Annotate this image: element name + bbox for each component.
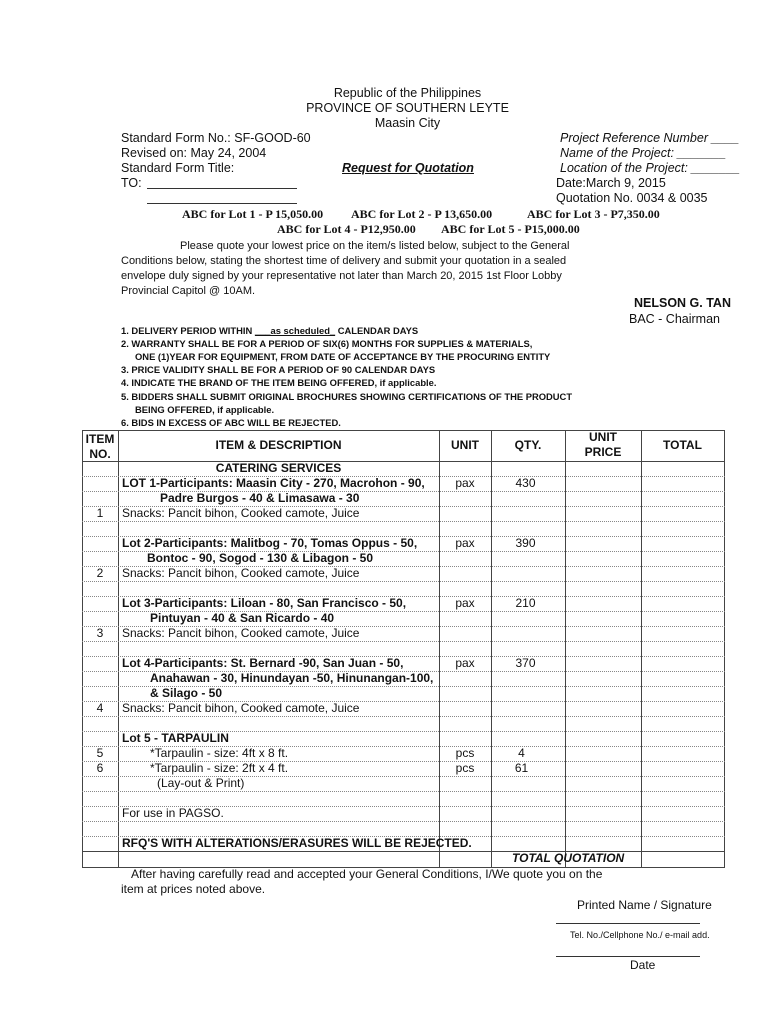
abc-lot-2: ABC for Lot 2 - P 13,650.00: [351, 207, 493, 221]
header-no-label: NO.: [89, 447, 111, 461]
lot1-unit: pax: [455, 476, 475, 490]
lot1-qty: 430: [515, 476, 536, 490]
quotation-table: [82, 430, 725, 868]
form-number: Standard Form No.: SF-GOOD-60: [121, 131, 311, 145]
to-label: TO:: [121, 176, 142, 190]
for-use-pagso: For use in PAGSO.: [122, 806, 224, 820]
condition-3: 3. PRICE VALIDITY SHALL BE FOR A PERIOD OF 90 CALENDAR DAYS: [121, 364, 436, 375]
lot3-qty: 210: [515, 596, 536, 610]
condition-2b: ONE (1)YEAR FOR EQUIPMENT, FROM DATE OF ACCEPTANCE BY THE PROCURING ENTITY: [135, 351, 551, 362]
alterations-warning: RFQ'S WITH ALTERATIONS/ERASURES WILL BE REJECTED.: [122, 836, 472, 850]
condition-1-pre: 1. DELIVERY PERIOD WITHIN: [121, 325, 255, 336]
abc-lot-4: ABC for Lot 4 - P12,950.00: [277, 222, 416, 236]
total-quotation-label: TOTAL QUOTATION: [512, 851, 625, 865]
header-item-no: [82, 432, 118, 462]
header-unit-price-1: UNIT: [589, 430, 617, 444]
lot4-qty: 370: [515, 656, 536, 670]
layout-print: (Lay-out & Print): [157, 776, 245, 790]
intro-line-1: Please quote your lowest price on the item/s listed below, subject to the General: [180, 240, 570, 252]
lot5-title: Lot 5 - TARPAULIN: [122, 731, 229, 745]
contact-line[interactable]: [556, 923, 700, 924]
item-no-4: 4: [96, 701, 104, 715]
lot2-unit: pax: [455, 536, 475, 550]
header-total: TOTAL: [663, 438, 702, 452]
item-no-2: 2: [96, 566, 104, 580]
province-text: PROVINCE OF SOUTHERN LEYTE: [306, 101, 509, 115]
date-line[interactable]: [556, 956, 700, 957]
lot3-line-b: Pintuyan - 40 & San Ricardo - 40: [150, 611, 335, 625]
lot2-line-a: Lot 2-Participants: Malitbog - 70, Tomas Oppus - 50,: [122, 536, 418, 550]
form-title: Request for Quotation: [342, 161, 474, 175]
intro-line-4: Provincial Capitol @ 10AM.: [121, 285, 256, 297]
acceptance-line-2: item at prices noted above.: [121, 882, 266, 896]
quotation-date: Date:March 9, 2015: [556, 176, 666, 190]
tarpaulin-2-unit: pcs: [455, 761, 475, 775]
snacks-4: Snacks: Pancit bihon, Cooked camote, Juice: [122, 701, 360, 715]
condition-1-value: ___as scheduled_: [254, 325, 336, 336]
abc-lot-1: ABC for Lot 1 - P 15,050.00: [182, 207, 324, 221]
tarpaulin-2-qty: 61: [514, 761, 529, 775]
lot1-line-b: Padre Burgos - 40 & Limasawa - 30: [160, 491, 360, 505]
tarpaulin-2: *Tarpaulin - size: 2ft x 4 ft.: [150, 761, 289, 775]
lot3-unit: pax: [455, 596, 475, 610]
project-name: Name of the Project: _______: [560, 146, 727, 160]
item-no-1: 1: [96, 506, 104, 520]
abc-lot-5: ABC for Lot 5 - P15,000.00: [441, 222, 580, 236]
contact-label: Tel. No./Cellphone No./ e-mail add.: [570, 930, 710, 940]
lot4-line-a: Lot 4-Participants: St. Bernard -90, San Juan - 50,: [122, 656, 404, 670]
item-no-3: 3: [96, 626, 104, 640]
project-location: Location of the Project: _______: [560, 161, 740, 175]
section-catering: CATERING SERVICES: [215, 461, 342, 475]
abc-lot-3: ABC for Lot 3 - P7,350.00: [527, 207, 660, 221]
lot4-line-c: & Silago - 50: [150, 686, 223, 700]
to-line[interactable]: [147, 188, 297, 189]
snacks-1: Snacks: Pancit bihon, Cooked camote, Juice: [122, 506, 360, 520]
header-unit-price: [565, 430, 641, 460]
condition-1: [121, 325, 418, 336]
form-title-label: Standard Form Title:: [121, 161, 235, 175]
to-line-2[interactable]: [147, 203, 297, 204]
date-label: Date: [630, 958, 656, 972]
condition-6: 6. BIDS IN EXCESS OF ABC WILL BE REJECTED.: [121, 417, 341, 428]
lot4-unit: pax: [455, 656, 475, 670]
condition-2a: 2. WARRANTY SHALL BE FOR A PERIOD OF SIX(6) MONTHS FOR SUPPLIES & MATERIALS,: [121, 338, 533, 349]
lot4-line-b: Anahawan - 30, Hinundayan -50, Hinunangan-100,: [150, 671, 434, 685]
printed-name-label: Printed Name / Signature: [577, 898, 712, 912]
tarpaulin-1: *Tarpaulin - size: 4ft x 8 ft.: [150, 746, 289, 760]
tarpaulin-1-unit: pcs: [455, 746, 475, 760]
revised-date: Revised on: May 24, 2004: [121, 146, 267, 160]
condition-5b: BEING OFFERED, if applicable.: [135, 404, 275, 415]
snacks-3: Snacks: Pancit bihon, Cooked camote, Juice: [122, 626, 360, 640]
city-text: Maasin City: [374, 116, 441, 130]
signatory-title: BAC - Chairman: [629, 312, 720, 326]
snacks-2: Snacks: Pancit bihon, Cooked camote, Juice: [122, 566, 360, 580]
lot1-line-a: LOT 1-Participants: Maasin City - 270, Macrohon - 90,: [122, 476, 425, 490]
quotation-number: Quotation No. 0034 & 0035: [556, 191, 708, 205]
lot2-line-b: Bontoc - 90, Sogod - 130 & Libagon - 50: [147, 551, 374, 565]
header-qty: QTY.: [514, 438, 542, 452]
header-unit-price-2: PRICE: [584, 445, 622, 459]
signatory-name: NELSON G. TAN: [634, 296, 731, 310]
header-unit: UNIT: [451, 438, 479, 452]
tarpaulin-1-qty: 4: [518, 746, 525, 760]
lot3-line-a: Lot 3-Participants: Liloan - 80, San Francisco - 50,: [122, 596, 407, 610]
condition-1-post: CALENDAR DAYS: [335, 325, 419, 336]
lot2-qty: 390: [515, 536, 536, 550]
condition-5a: 5. BIDDERS SHALL SUBMIT ORIGINAL BROCHURES SHOWING CERTIFICATIONS OF THE PRODUCT: [121, 391, 573, 402]
item-no-6: 6: [96, 761, 104, 775]
header-item-label: ITEM: [85, 432, 115, 446]
acceptance-line-1: After having carefully read and accepted your General Conditions, I/We quote you on the: [131, 867, 603, 881]
project-reference: Project Reference Number ____: [560, 131, 740, 145]
republic-text: Republic of the Philippines: [333, 86, 482, 100]
header-description: ITEM & DESCRIPTION: [215, 438, 342, 452]
intro-line-2: Conditions below, stating the shortest time of delivery and submit your quotation in a sealed: [121, 255, 567, 267]
intro-line-3: envelope duly signed by your representative not later than March 20, 2015 1st Floor Lobby: [121, 270, 562, 282]
item-no-5: 5: [96, 746, 104, 760]
condition-4: 4. INDICATE THE BRAND OF THE ITEM BEING OFFERED, if applicable.: [121, 377, 437, 388]
